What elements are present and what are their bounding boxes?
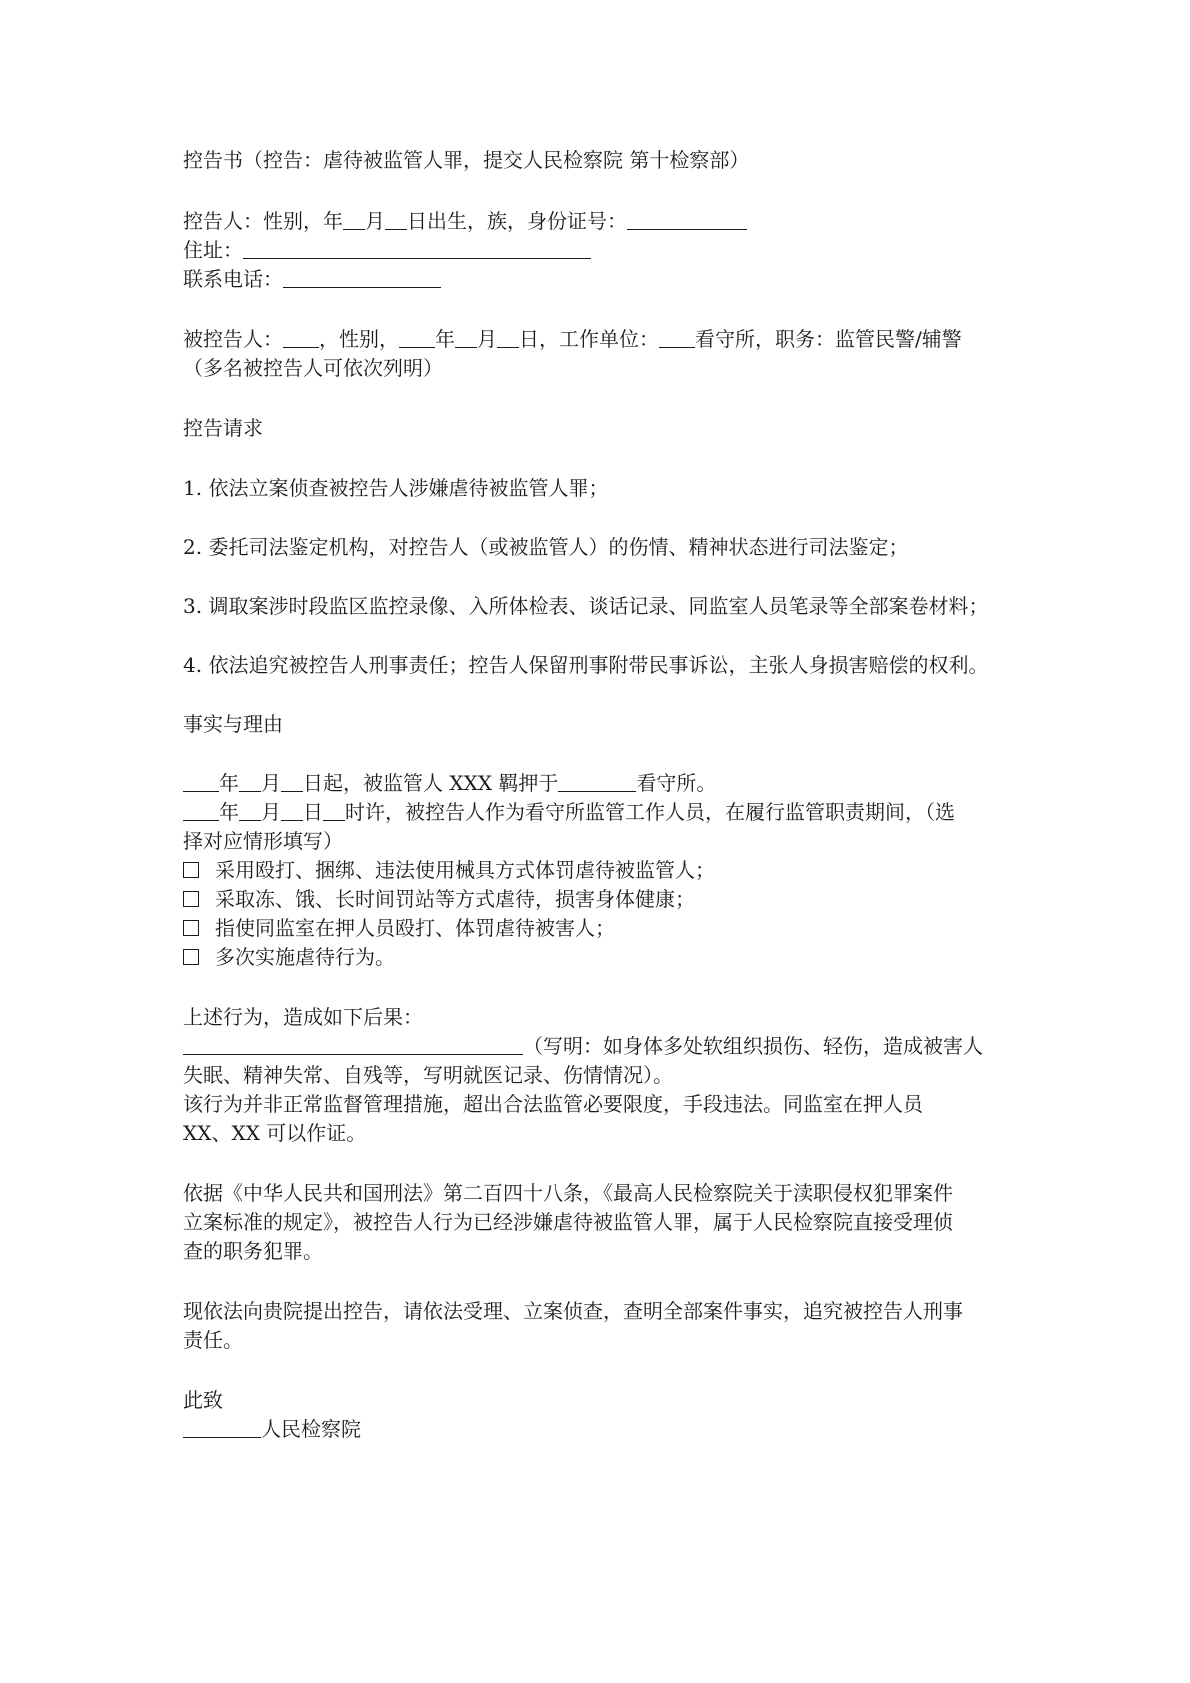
facts-line-2b: 择对应情形填写）	[183, 829, 343, 853]
blank	[183, 1417, 261, 1438]
text: 年	[219, 771, 239, 795]
text: 年	[435, 327, 455, 351]
id-number-blank	[627, 209, 747, 230]
blank	[281, 771, 303, 792]
phone-blank	[283, 267, 441, 288]
phone-line	[183, 265, 441, 293]
blank	[659, 327, 695, 348]
closing-addressee	[183, 1415, 361, 1443]
blank	[323, 800, 345, 821]
blank	[497, 327, 519, 348]
option-row	[183, 885, 695, 913]
text: 被控告人：	[183, 327, 283, 351]
text: 日起，被监管人 XXX 羁押于	[303, 771, 559, 795]
address-blank	[243, 238, 591, 259]
address-label: 住址：	[183, 238, 243, 262]
blank	[283, 327, 319, 348]
facts-heading: 事实与理由	[183, 712, 283, 736]
consequence-line-2: 失眠、精神失常、自残等，写明就医记录、伤情情况）。	[183, 1063, 673, 1087]
accused-note: （多名被控告人可依次列明）	[183, 356, 443, 380]
closing-to: 此致	[183, 1388, 223, 1412]
blank	[558, 771, 636, 792]
illegal-line-2: XX、XX 可以作证。	[183, 1121, 367, 1145]
text: 月	[477, 327, 497, 351]
legal-basis-line: 依据《中华人民共和国刑法》第二百四十八条，《最高人民检察院关于渎职侵权犯罪案件	[183, 1181, 953, 1205]
text: 月	[365, 209, 385, 233]
text: 控告人：性别，年	[183, 209, 343, 233]
facts-line-2	[183, 798, 955, 826]
blank	[183, 800, 219, 821]
legal-basis-line: 立案标准的规定》，被控告人行为已经涉嫌虐待被监管人罪，属于人民检察院直接受理侦	[183, 1210, 953, 1234]
phone-label: 联系电话：	[183, 267, 283, 291]
blank	[281, 800, 303, 821]
blank	[455, 327, 477, 348]
text: 日，工作单位：	[519, 327, 659, 351]
checkbox-icon	[183, 920, 199, 936]
text: 日出生，族，身份证号：	[407, 209, 627, 233]
checkbox-icon	[183, 949, 199, 965]
checkbox-icon	[183, 862, 199, 878]
option-label: 指使同监室在押人员殴打、体罚虐待被害人；	[215, 916, 615, 940]
accused-line	[183, 325, 962, 353]
legal-basis-line: 查的职务犯罪。	[183, 1239, 323, 1263]
request-item: 2. 委托司法鉴定机构，对控告人（或被监管人）的伤情、精神状态进行司法鉴定；	[183, 535, 909, 559]
request-item: 1. 依法立案侦查被控告人涉嫌虐待被监管人罪；	[183, 476, 609, 500]
checkbox-icon	[183, 891, 199, 907]
consequence-line	[183, 1032, 983, 1060]
blank	[399, 327, 435, 348]
complainant-line	[183, 207, 747, 235]
address-line	[183, 236, 591, 264]
blank	[385, 209, 407, 230]
text: （写明：如身体多处软组织损伤、轻伤，造成被害人	[523, 1034, 983, 1058]
option-label: 多次实施虐待行为。	[215, 945, 395, 969]
request-item: 3. 调取案涉时段监区监控录像、入所体检表、谈话记录、同监室人员笔录等全部案卷材料；	[183, 594, 989, 618]
option-label: 采取冻、饿、长时间罚站等方式虐待，损害身体健康；	[215, 887, 695, 911]
option-row	[183, 943, 395, 971]
text: 年	[219, 800, 239, 824]
conclusion-line: 责任。	[183, 1328, 243, 1352]
consequence-intro: 上述行为，造成如下后果：	[183, 1005, 423, 1029]
requests-heading: 控告请求	[183, 416, 263, 440]
text: 日	[303, 800, 323, 824]
option-row	[183, 856, 715, 884]
consequence-blank	[183, 1034, 523, 1055]
blank	[239, 771, 261, 792]
blank	[183, 771, 219, 792]
text: 时许，被控告人作为看守所监管工作人员，在履行监管职责期间，（选	[345, 800, 955, 824]
option-row	[183, 914, 615, 942]
text: 看守所。	[636, 771, 717, 795]
request-item: 4. 依法追究被控告人刑事责任；控告人保留刑事附带民事诉讼，主张人身损害赔偿的权利。	[183, 653, 989, 677]
text: 月	[261, 800, 281, 824]
conclusion-line: 现依法向贵院提出控告，请依法受理、立案侦查，查明全部案件事实，追究被控告人刑事	[183, 1299, 963, 1323]
text: ，性别，	[319, 327, 399, 351]
blank	[343, 209, 365, 230]
text: 月	[261, 771, 281, 795]
text: 人民检察院	[261, 1417, 361, 1441]
blank	[239, 800, 261, 821]
facts-line-1	[183, 769, 716, 797]
option-label: 采用殴打、捆绑、违法使用械具方式体罚虐待被监管人；	[215, 858, 715, 882]
illegal-line-1: 该行为并非正常监督管理措施，超出合法监管必要限度，手段违法。同监室在押人员	[183, 1092, 923, 1116]
document-title: 控告书（控告：虐待被监管人罪，提交人民检察院 第十检察部）	[183, 148, 750, 172]
text: 看守所，职务：监管民警/辅警	[695, 327, 962, 351]
